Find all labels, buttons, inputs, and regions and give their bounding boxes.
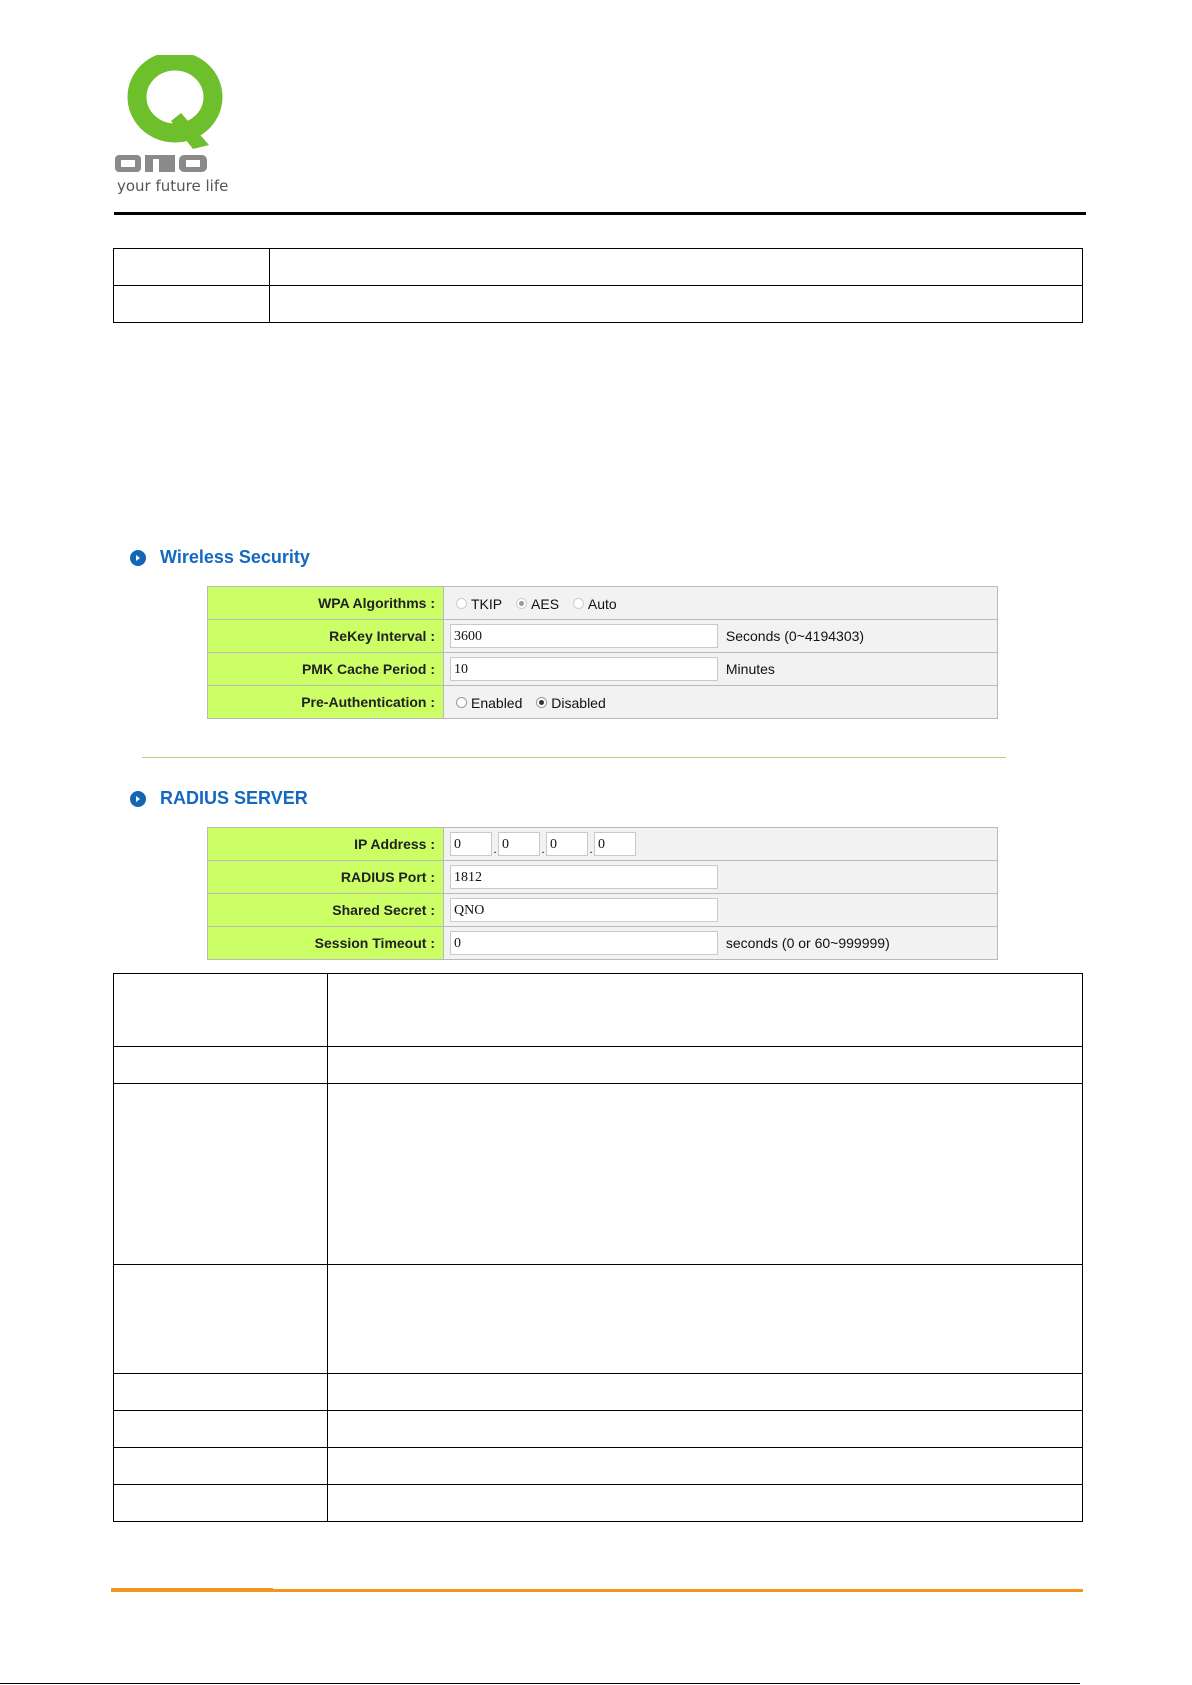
rekey-interval-unit: Seconds (0~4194303) [725, 628, 865, 644]
ip-octet-2-input[interactable]: 0 [498, 832, 540, 856]
pmk-cache-period-input[interactable]: 10 [450, 657, 718, 681]
radio-tkip-label: TKIP [471, 595, 503, 612]
header-rule [114, 212, 1086, 215]
wireless-security-form [207, 586, 998, 719]
footer-accent-line [111, 1588, 273, 1592]
radio-enabled-label: Enabled [471, 694, 523, 711]
radius-port-label: RADIUS Port : [208, 861, 444, 894]
radio-tkip[interactable] [456, 598, 467, 609]
radio-disabled[interactable] [536, 697, 547, 708]
logo-tagline: your future life [117, 177, 229, 195]
radio-auto-label: Auto [587, 595, 617, 612]
radio-enabled[interactable] [456, 697, 467, 708]
arrow-bullet-icon [130, 791, 146, 807]
ip-octet-3-input[interactable]: 0 [546, 832, 588, 856]
doc-table-bottom [113, 973, 1083, 1522]
session-timeout-input[interactable]: 0 [450, 931, 718, 955]
doc-table-top [113, 248, 1083, 323]
radio-aes-label: AES [531, 595, 560, 612]
arrow-bullet-icon [130, 550, 146, 566]
ip-octet-4-input[interactable]: 0 [594, 832, 636, 856]
pmk-cache-period-row [208, 653, 998, 686]
radius-port-input[interactable]: 1812 [450, 865, 718, 889]
pre-authentication-row [208, 686, 998, 719]
rekey-interval-input[interactable]: 3600 [450, 624, 718, 648]
shared-secret-row [208, 894, 998, 927]
ip-address-row: IP Address : 0 . 0 . 0 . 0 [208, 828, 998, 861]
ip-octet-1-input[interactable]: 0 [450, 832, 492, 856]
pre-authentication-label: Pre-Authentication : [208, 686, 444, 719]
shared-secret-input[interactable]: QNO [450, 898, 718, 922]
wpa-algorithms-label: WPA Algorithms : [208, 587, 444, 620]
session-timeout-unit: seconds (0 or 60~999999) [725, 935, 890, 951]
ip-address-label: IP Address : [208, 828, 444, 861]
pmk-cache-period-unit: Minutes [725, 661, 775, 677]
radius-server-heading [130, 788, 308, 809]
section-divider [142, 757, 1006, 758]
session-timeout-row [208, 927, 998, 960]
wpa-algorithms-row [208, 587, 998, 620]
radius-server-form [207, 827, 998, 960]
pmk-cache-period-label: PMK Cache Period : [208, 653, 444, 686]
rekey-interval-label: ReKey Interval : [208, 620, 444, 653]
radio-aes[interactable] [516, 598, 527, 609]
session-timeout-label: Session Timeout : [208, 927, 444, 960]
section-title: Wireless Security [160, 547, 310, 567]
radio-disabled-label: Disabled [551, 694, 606, 711]
footer-line [273, 1589, 1083, 1592]
radius-port-row [208, 861, 998, 894]
page-bottom-rule [0, 1683, 1080, 1684]
radio-auto[interactable] [573, 598, 584, 609]
section-title: RADIUS SERVER [160, 788, 308, 808]
rekey-interval-row [208, 620, 998, 653]
shared-secret-label: Shared Secret : [208, 894, 444, 927]
wireless-security-heading [130, 547, 310, 568]
